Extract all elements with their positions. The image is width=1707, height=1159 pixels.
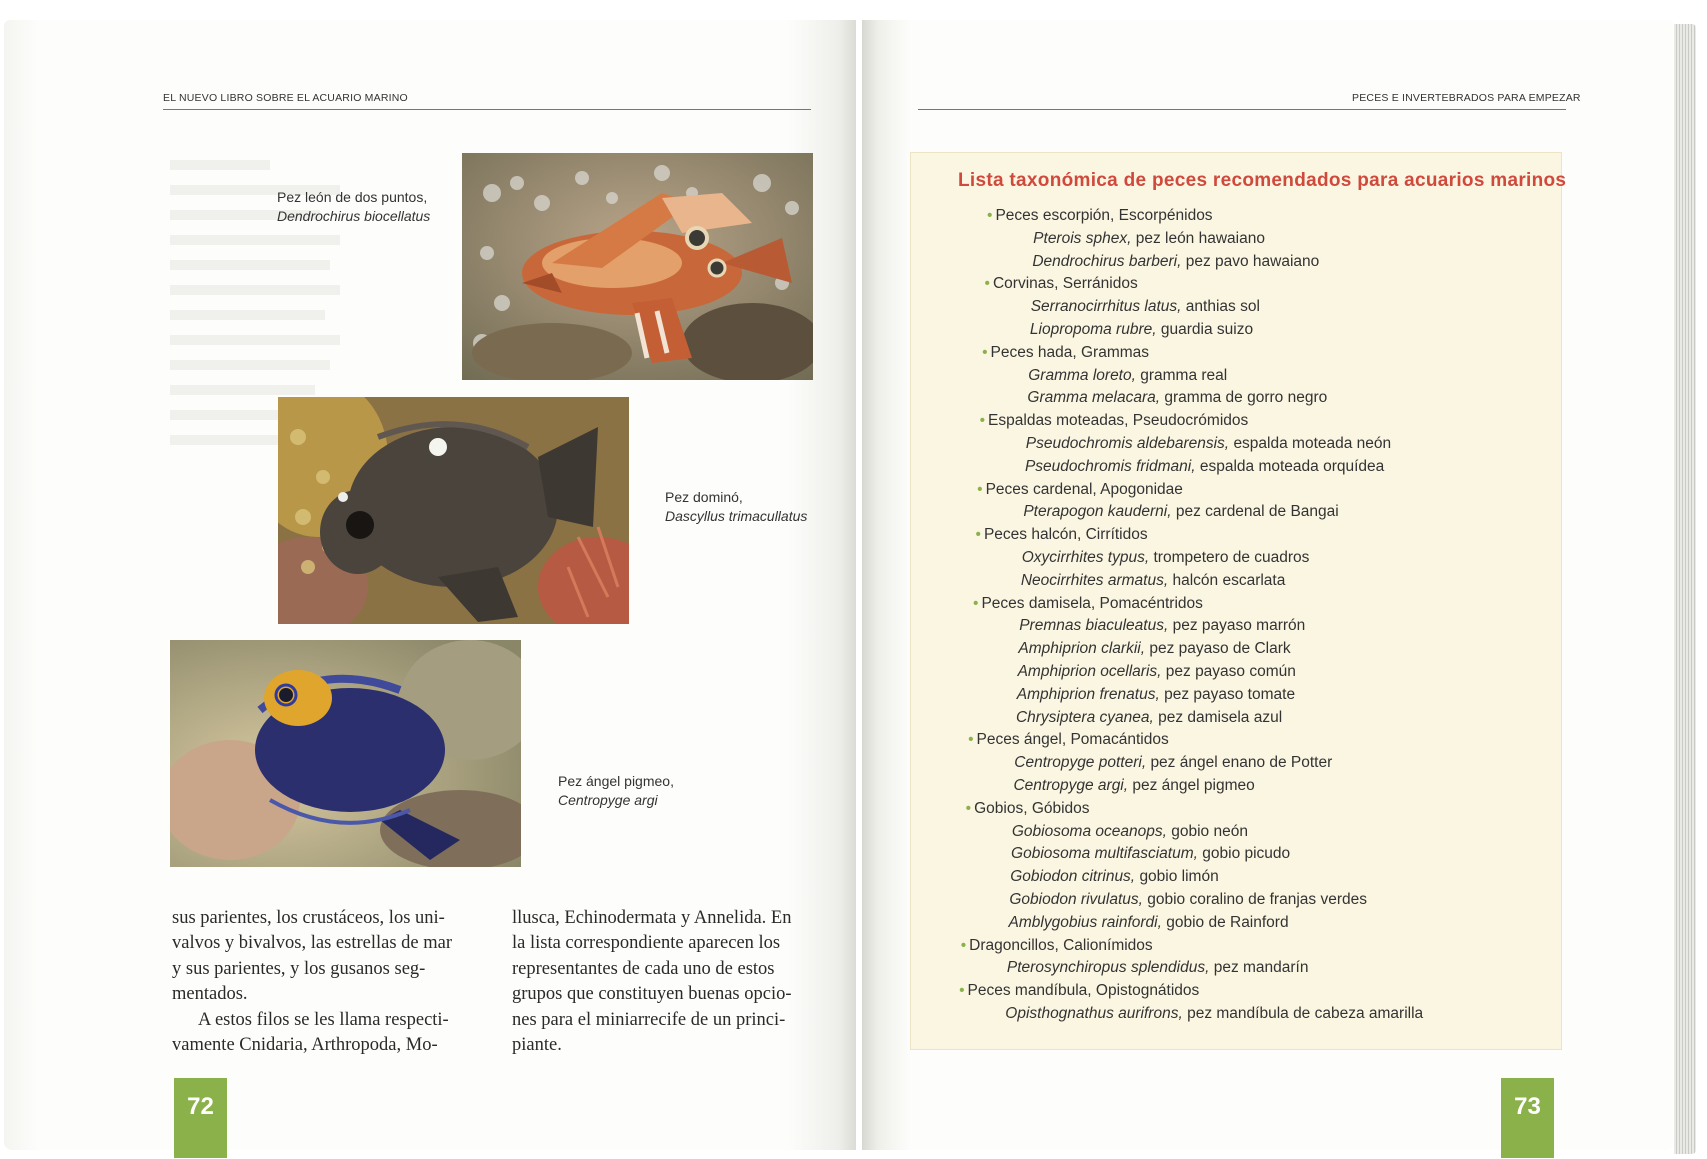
bullet-icon: •	[975, 526, 981, 544]
taxonomy-group	[982, 343, 1149, 363]
caption-common-name: Pez león de dos puntos,	[277, 189, 428, 205]
taxonomy-species	[1026, 434, 1391, 454]
caption-scientific-name: Dendrochirus biocellatus	[277, 208, 431, 224]
species-common-name: guardia suizo	[1160, 321, 1254, 338]
text-line: y sus parientes, y los gusanos seg-	[172, 958, 426, 979]
species-scientific-name: Gramma loreto,	[1028, 366, 1136, 384]
species-scientific-name: Gobiodon citrinus,	[1010, 868, 1136, 886]
taxonomy-species	[1009, 913, 1289, 933]
group-name: Corvinas, Serránidos	[992, 275, 1138, 293]
bullet-icon: •	[965, 799, 972, 817]
species-scientific-name: Amblygobius rainfordi,	[1008, 913, 1162, 931]
group-name: Gobios, Góbidos	[974, 799, 1090, 817]
species-common-name: pez payaso marrón	[1172, 617, 1306, 635]
taxonomy-group	[987, 206, 1213, 226]
text-line: vamente Cnidaria, Arthropoda, Mo-	[172, 1035, 438, 1056]
bullet-icon: •	[973, 594, 979, 612]
taxonomy-species	[1019, 616, 1305, 636]
group-name: Peces damisela, Pomacéntridos	[981, 594, 1203, 612]
taxonomy-species	[1031, 297, 1260, 317]
taxonomy-species	[1023, 502, 1338, 522]
species-scientific-name: Pterapogon kauderni,	[1023, 503, 1172, 521]
species-common-name: espalda moteada neón	[1233, 435, 1392, 452]
group-name: Peces cardenal, Apogonidae	[985, 480, 1183, 498]
group-name: Espaldas moteadas, Pseudocrómidos	[988, 412, 1249, 430]
bullet-icon: •	[968, 731, 974, 749]
taxonomy-species	[1025, 457, 1384, 477]
species-common-name: pez payaso de Clark	[1149, 640, 1291, 658]
species-common-name: pez damisela azul	[1158, 708, 1283, 726]
species-scientific-name: Pterosynchiropus splendidus,	[1006, 959, 1210, 977]
group-name: Peces hada, Grammas	[990, 343, 1150, 361]
text-line: mentados.	[172, 984, 248, 1005]
running-head-left: EL NUEVO LIBRO SOBRE EL ACUARIO MARINO	[163, 92, 408, 104]
photo-domino-damsel	[278, 397, 629, 624]
species-scientific-name: Centropyge argi,	[1013, 777, 1129, 794]
caption-common-name: Pez ángel pigmeo,	[558, 773, 674, 789]
taxonomy-group	[961, 936, 1153, 956]
species-common-name: gobio neón	[1171, 822, 1248, 840]
group-name: Dragoncillos, Calionímidos	[969, 936, 1153, 954]
species-scientific-name: Opisthognathus aurifrons,	[1005, 1005, 1183, 1022]
taxonomy-species	[1007, 958, 1309, 978]
taxonomy-species	[1011, 844, 1290, 864]
bullet-icon: •	[977, 480, 983, 498]
species-scientific-name: Pterois sphex,	[1033, 229, 1132, 247]
species-common-name: pez mandarín	[1213, 959, 1309, 977]
species-scientific-name: Amphiprion ocellaris,	[1017, 663, 1162, 680]
caption-lionfish	[277, 188, 430, 226]
page-number-left: 72	[174, 1078, 227, 1158]
taxonomy-species	[1013, 776, 1254, 796]
group-name: Peces escorpión, Escorpénidos	[995, 207, 1213, 224]
species-common-name: gobio limón	[1139, 868, 1219, 886]
bullet-icon: •	[979, 412, 986, 430]
page-edges	[1674, 24, 1696, 1154]
photo-lionfish	[462, 153, 813, 380]
species-common-name: halcón escarlata	[1172, 571, 1286, 589]
species-scientific-name: Amphiprion frenatus,	[1016, 685, 1160, 703]
taxonomy-species	[1032, 252, 1319, 272]
taxonomy-group	[973, 594, 1203, 614]
taxonomy-group	[968, 730, 1169, 750]
taxonomy-species	[1014, 753, 1332, 773]
species-scientific-name: Pseudochromis fridmani,	[1024, 457, 1196, 475]
taxonomy-species	[1016, 708, 1282, 728]
text-line: sus parientes, los crustáceos, los uni-	[172, 908, 445, 928]
text-line: grupos que constituyen buenas opcio-	[512, 984, 792, 1005]
species-common-name: gramma real	[1140, 366, 1228, 384]
species-scientific-name: Oxycirrhites typus,	[1021, 549, 1150, 566]
species-scientific-name: Gobiosoma oceanops,	[1011, 822, 1167, 840]
page-number-right: 73	[1501, 1078, 1554, 1158]
running-head-right: PECES E INVERTEBRADOS PARA EMPEZAR	[1352, 92, 1581, 104]
taxonomy-group	[976, 525, 1148, 545]
text-line: la lista correspondiente aparecen los	[512, 933, 781, 954]
photo-pygmy-angelfish	[170, 640, 521, 867]
taxonomy-species	[1021, 571, 1285, 591]
taxonomy-species	[1018, 662, 1296, 682]
species-common-name: pez pavo hawaiano	[1185, 252, 1320, 270]
taxonomy-title: Lista taxonómica de peces recomendados para acuarios marinos	[958, 170, 1567, 191]
species-scientific-name: Pseudochromis aldebarensis,	[1025, 435, 1230, 452]
taxonomy-species	[1033, 229, 1265, 249]
species-scientific-name: Dendrochirus barberi,	[1032, 252, 1182, 270]
species-scientific-name: Gramma melacara,	[1027, 389, 1161, 407]
caption-scientific-name: Dascyllus trimacullatus	[665, 508, 808, 524]
taxonomy-species	[1030, 320, 1253, 340]
bullet-icon: •	[987, 207, 993, 224]
species-common-name: pez payaso común	[1165, 663, 1296, 680]
species-scientific-name: Serranocirrhitus latus,	[1030, 298, 1182, 316]
species-common-name: pez ángel pigmeo	[1132, 777, 1255, 794]
text-line: nes para el miniarrecife de un princi-	[512, 1009, 786, 1030]
taxonomy-species	[1027, 388, 1327, 408]
taxonomy-group	[985, 274, 1138, 294]
caption-scientific-name: Centropyge argi	[558, 792, 658, 808]
species-common-name: gobio picudo	[1202, 845, 1291, 863]
species-scientific-name: Centropyge potteri,	[1014, 754, 1147, 772]
bullet-icon: •	[959, 982, 965, 1000]
text-line: valvos y bivalvos, las estrellas de mar	[172, 933, 453, 954]
species-common-name: pez ángel enano de Potter	[1150, 754, 1333, 772]
species-common-name: anthias sol	[1185, 298, 1260, 316]
species-common-name: gobio coralino de franjas verdes	[1147, 891, 1367, 908]
bullet-icon: •	[984, 275, 990, 293]
text-line: llusca, Echinodermata y Annelida. En	[512, 908, 792, 928]
text-line: piante.	[512, 1035, 562, 1056]
species-scientific-name: Gobiodon rivulatus,	[1009, 891, 1143, 908]
species-scientific-name: Amphiprion clarkii,	[1018, 640, 1146, 658]
species-scientific-name: Neocirrhites armatus,	[1020, 571, 1169, 589]
taxonomy-group	[959, 981, 1199, 1001]
species-scientific-name: Chrysiptera cyanea,	[1015, 708, 1154, 726]
group-name: Peces halcón, Cirrítidos	[983, 526, 1148, 544]
taxonomy-species	[1018, 639, 1290, 659]
group-name: Peces ángel, Pomacántidos	[976, 731, 1169, 749]
species-common-name: trompetero de cuadros	[1153, 549, 1310, 566]
taxonomy-species	[1017, 685, 1295, 705]
taxonomy-group	[966, 799, 1090, 819]
species-scientific-name: Premnas biaculeatus,	[1019, 617, 1169, 635]
species-scientific-name: Gobiosoma multifasciatum,	[1011, 845, 1198, 863]
caption-domino	[665, 488, 807, 526]
caption-common-name: Pez dominó,	[665, 489, 743, 505]
text-line: A estos filos se les llama respecti-	[198, 1009, 449, 1030]
taxonomy-group	[980, 411, 1249, 431]
species-common-name: gramma de gorro negro	[1164, 389, 1328, 407]
body-column-1	[172, 906, 480, 1058]
species-common-name: pez payaso tomate	[1164, 685, 1296, 703]
species-common-name: gobio de Rainford	[1166, 913, 1289, 931]
body-column-2	[512, 906, 820, 1058]
caption-pygmy-angel	[558, 772, 674, 810]
header-rule-right	[918, 109, 1566, 110]
text-line: representantes de cada uno de estos	[512, 958, 775, 979]
group-name: Peces mandíbula, Opistognátidos	[967, 982, 1200, 1000]
species-common-name: pez cardenal de Bangai	[1175, 503, 1339, 521]
bullet-icon: •	[982, 343, 988, 361]
bullet-icon: •	[960, 936, 967, 954]
species-scientific-name: Liopropoma rubre,	[1029, 321, 1157, 338]
taxonomy-species	[1012, 822, 1248, 842]
species-common-name: pez león hawaiano	[1135, 229, 1265, 247]
species-common-name: pez mandíbula de cabeza amarilla	[1187, 1005, 1424, 1022]
taxonomy-group	[977, 480, 1183, 500]
header-rule-left	[163, 109, 811, 110]
taxonomy-species	[1010, 867, 1219, 887]
taxonomy-species	[1005, 1004, 1423, 1024]
taxonomy-species	[1009, 890, 1367, 910]
taxonomy-species	[1028, 366, 1227, 386]
species-common-name: espalda moteada orquídea	[1199, 457, 1385, 475]
taxonomy-species	[1022, 548, 1310, 568]
